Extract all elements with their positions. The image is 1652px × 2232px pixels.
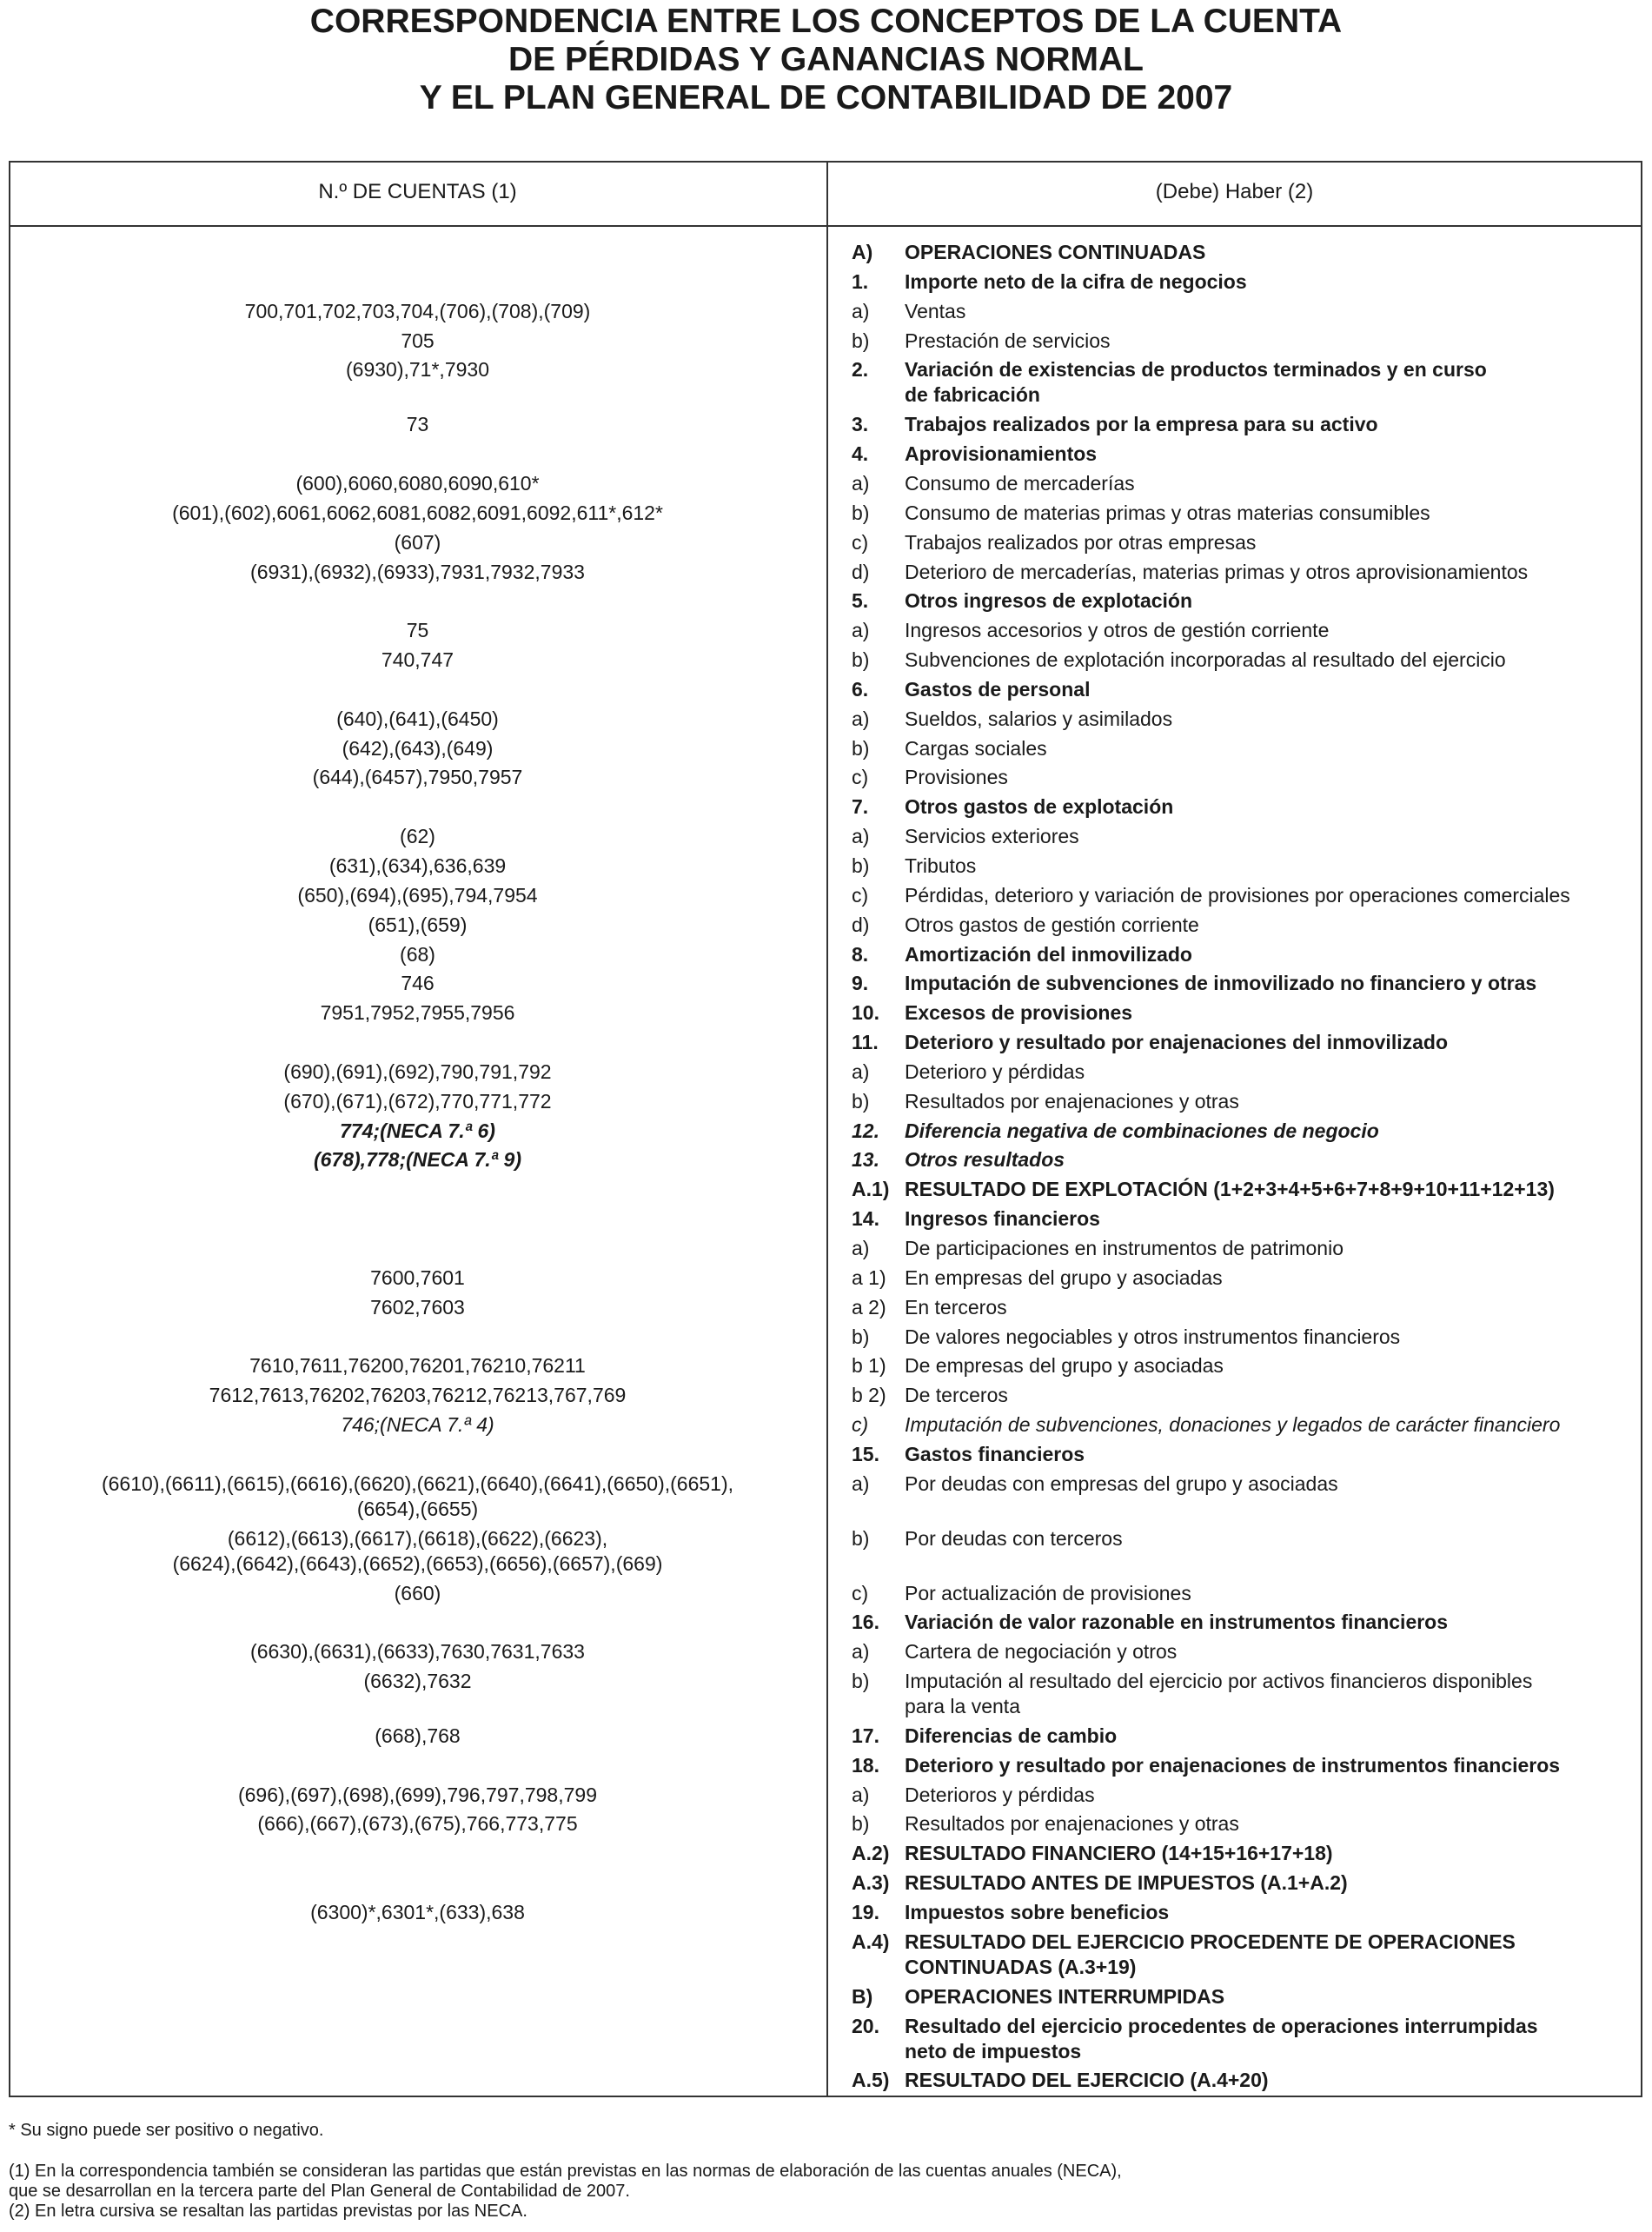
- concept-number: b): [852, 1325, 870, 1348]
- concept-label-line: Deterioro y pérdidas: [905, 1060, 1085, 1083]
- concept-label-line: Cargas sociales: [905, 737, 1047, 760]
- account-numbers: [9, 765, 826, 790]
- concept-label-line: Importe neto de la cifra de negocios: [905, 270, 1247, 293]
- concept-number: b): [852, 648, 870, 671]
- account-numbers: [9, 971, 826, 996]
- concept-number: A.4): [852, 1930, 890, 1953]
- concept-number: a): [852, 619, 870, 641]
- account-numbers-line: 75: [406, 619, 429, 641]
- concept-label: [905, 1753, 1626, 1778]
- concept-number: 13.: [852, 1148, 879, 1171]
- concept-label: [905, 1870, 1626, 1896]
- concept-label: [905, 1783, 1626, 1808]
- concept-label-line: Subvenciones de explotación incorporadas al resultado del ejercicio: [905, 648, 1506, 671]
- account-numbers-line: 7610,7611,76200,76201,76210,76211: [249, 1354, 586, 1377]
- title-line-2: DE PÉRDIDAS Y GANANCIAS NORMAL: [508, 41, 1144, 78]
- concept-label-line: En terceros: [905, 1296, 1007, 1319]
- concept-label: [905, 1206, 1626, 1232]
- concept-label: [905, 824, 1626, 849]
- concept-label: [905, 1177, 1626, 1202]
- concept-number: c): [852, 1413, 869, 1436]
- account-numbers: [9, 501, 826, 526]
- concept-label-line: Resultados por enajenaciones y otras: [905, 1090, 1239, 1113]
- concept-label-line: Tributos: [905, 854, 977, 877]
- concept-label: [905, 1325, 1626, 1350]
- concept-label: [905, 794, 1626, 820]
- concept-number: A): [852, 241, 873, 263]
- concept-label-line: Provisiones: [905, 766, 1008, 788]
- concept-label: [905, 1000, 1626, 1026]
- concept-number: b): [852, 1090, 870, 1113]
- account-numbers: [9, 1000, 826, 1026]
- concept-label: [905, 854, 1626, 879]
- account-numbers-line: (668),768: [375, 1724, 461, 1747]
- concept-label: [905, 1089, 1626, 1114]
- concept-number: d): [852, 913, 870, 936]
- concept-label: [905, 1147, 1626, 1172]
- account-numbers: [9, 1060, 826, 1085]
- concept-number: b): [852, 737, 870, 760]
- account-numbers: [9, 329, 826, 354]
- concept-number: 14.: [852, 1207, 879, 1230]
- concept-label: [905, 765, 1626, 790]
- concept-label-line: Otros gastos de explotación: [905, 795, 1174, 818]
- concept-label-line: Resultado del ejercicio procedentes de operaciones interrumpidas: [905, 2015, 1538, 2037]
- concept-label: [905, 677, 1626, 702]
- concept-label-line: Trabajos realizados por otras empresas: [905, 531, 1257, 554]
- concept-number: a): [852, 1472, 870, 1495]
- concept-label: [905, 1030, 1626, 1055]
- account-numbers-line: (642),(643),(649): [342, 737, 494, 760]
- concept-label: [905, 1236, 1626, 1261]
- concept-number: a): [852, 300, 870, 322]
- account-numbers: [9, 736, 826, 761]
- account-numbers-line: (6610),(6611),(6615),(6616),(6620),(6621),(6640),(6641),(6650),(6651),: [101, 1472, 734, 1495]
- account-numbers: [9, 1639, 826, 1664]
- concept-label-line: Deterioro y resultado por enajenaciones de instrumentos financieros: [905, 1754, 1561, 1777]
- concept-label: [905, 1724, 1626, 1749]
- account-numbers: [9, 1724, 826, 1749]
- concept-number: 17.: [852, 1724, 879, 1747]
- concept-number: b): [852, 854, 870, 877]
- concept-number: b 1): [852, 1354, 886, 1377]
- concept-label: [905, 1526, 1626, 1551]
- concept-label-line: Deterioros y pérdidas: [905, 1784, 1095, 1806]
- account-numbers-line: (600),6060,6080,6090,610*: [295, 472, 540, 495]
- concept-label-line: Por deudas con terceros: [905, 1527, 1123, 1550]
- footnote-1-line-2: que se desarrollan en la tercera parte del Plan General de Contabilidad de 2007.: [9, 2182, 630, 2201]
- concept-label: [905, 942, 1626, 967]
- concept-number: a): [852, 825, 870, 847]
- concept-label: [905, 971, 1626, 996]
- account-numbers: [9, 883, 826, 908]
- concept-label: [905, 442, 1626, 467]
- concept-label-line: De participaciones en instrumentos de patrimonio: [905, 1237, 1343, 1259]
- concept-number: b): [852, 329, 870, 352]
- account-numbers-line: (6632),7632: [363, 1670, 472, 1692]
- concept-number: 2.: [852, 358, 869, 381]
- concept-label-line: Impuestos sobre beneficios: [905, 1901, 1170, 1923]
- account-numbers: [9, 942, 826, 967]
- footnote-sign: * Su signo puede ser positivo o negativo.: [9, 2121, 324, 2140]
- concept-label-line: Variación de existencias de productos terminados y en curso: [905, 358, 1487, 381]
- concept-label: [905, 412, 1626, 437]
- account-numbers-line: (631),(634),636,639: [328, 854, 507, 877]
- concept-label-line: Prestación de servicios: [905, 329, 1111, 352]
- account-numbers-line: (678),778;(NECA 7.ª 9): [313, 1148, 522, 1171]
- concept-label-line: de fabricación: [905, 383, 1040, 406]
- concept-label-line: Excesos de provisiones: [905, 1001, 1133, 1024]
- concept-label: [905, 707, 1626, 732]
- account-numbers: [9, 913, 826, 938]
- concept-number: A.3): [852, 1871, 890, 1894]
- concept-label-line: Variación de valor razonable en instrumentos financieros: [905, 1611, 1449, 1633]
- concept-label-line: Imputación al resultado del ejercicio por activos financieros disponibles: [905, 1670, 1533, 1692]
- account-numbers-line: (651),(659): [368, 913, 468, 936]
- concept-label: [905, 618, 1626, 643]
- account-numbers-line: (68): [400, 943, 435, 966]
- concept-label: [905, 530, 1626, 555]
- concept-label-line: RESULTADO DEL EJERCICIO (A.4+20): [905, 2069, 1269, 2091]
- account-numbers-line: 7600,7601: [370, 1266, 465, 1289]
- account-numbers: [9, 412, 826, 437]
- account-numbers-line: (601),(602),6061,6062,6081,6082,6091,6092,611*,612*: [172, 502, 663, 524]
- concept-label-line: neto de impuestos: [905, 2040, 1082, 2063]
- concept-label-line: RESULTADO DE EXPLOTACIÓN (1+2+3+4+5+6+7+8+9+10+11+12+13): [905, 1178, 1555, 1200]
- concept-label: [905, 1353, 1626, 1378]
- concept-label: [905, 1383, 1626, 1408]
- concept-label-line: Gastos financieros: [905, 1443, 1085, 1465]
- concept-label: [905, 588, 1626, 614]
- concept-label-line: Servicios exteriores: [905, 825, 1079, 847]
- concept-number: a 2): [852, 1296, 886, 1319]
- concept-label: [905, 560, 1626, 585]
- account-numbers-line: (666),(667),(673),(675),766,773,775: [257, 1812, 578, 1835]
- concept-label-line: De valores negociables y otros instrumentos financieros: [905, 1325, 1401, 1348]
- account-numbers: [9, 471, 826, 496]
- concept-label: [905, 2014, 1626, 2064]
- account-numbers: [9, 1471, 826, 1522]
- account-numbers-line: (607): [394, 531, 441, 554]
- account-numbers-line: 746;(NECA 7.ª 4): [341, 1413, 494, 1436]
- concept-label: [905, 1412, 1626, 1438]
- concept-label: [905, 1060, 1626, 1085]
- concept-label: [905, 1442, 1626, 1467]
- concept-label: [905, 883, 1626, 908]
- column-divider: [826, 161, 828, 2097]
- concept-label: [905, 736, 1626, 761]
- concept-label-line: De empresas del grupo y asociadas: [905, 1354, 1224, 1377]
- account-numbers: [9, 707, 826, 732]
- concept-label: [905, 471, 1626, 496]
- account-numbers-line: (6630),(6631),(6633),7630,7631,7633: [250, 1640, 585, 1663]
- account-numbers-line: 7951,7952,7955,7956: [320, 1001, 515, 1024]
- concept-number: b 2): [852, 1384, 886, 1406]
- account-numbers-line: 7602,7603: [370, 1296, 465, 1319]
- account-numbers: [9, 357, 826, 382]
- concept-label: [905, 1581, 1626, 1606]
- concept-label-line: Resultados por enajenaciones y otras: [905, 1812, 1239, 1835]
- concept-label-line: Aprovisionamientos: [905, 442, 1098, 465]
- title-line-3: Y EL PLAN GENERAL DE CONTABILIDAD DE 2007: [419, 79, 1233, 116]
- concept-number: 6.: [852, 678, 869, 701]
- concept-number: c): [852, 1582, 869, 1604]
- concept-label-line: para la venta: [905, 1695, 1020, 1717]
- concept-label-line: Diferencia negativa de combinaciones de negocio: [905, 1119, 1379, 1142]
- account-numbers-line: (6931),(6932),(6933),7931,7932,7933: [250, 561, 585, 583]
- concept-number: 15.: [852, 1443, 879, 1465]
- account-numbers: [9, 1783, 826, 1808]
- account-numbers-line: (6654),(6655): [356, 1498, 479, 1520]
- account-numbers: [9, 1089, 826, 1114]
- concept-label-line: RESULTADO FINANCIERO (14+15+16+17+18): [905, 1842, 1333, 1864]
- concept-label: [905, 1610, 1626, 1635]
- concept-label-line: Otros gastos de gestión corriente: [905, 913, 1199, 936]
- concept-label-line: Otros ingresos de explotación: [905, 589, 1193, 612]
- concept-number: 12.: [852, 1119, 879, 1142]
- concept-number: 11.: [852, 1031, 879, 1053]
- concept-label: [905, 1900, 1626, 1925]
- concept-label-line: Por actualización de provisiones: [905, 1582, 1191, 1604]
- concept-label: [905, 1639, 1626, 1664]
- concept-label-line: Imputación de subvenciones, donaciones y legados de carácter financiero: [905, 1413, 1561, 1436]
- concept-label: [905, 501, 1626, 526]
- account-numbers-line: (640),(641),(6450): [336, 707, 499, 730]
- concept-label: [905, 1811, 1626, 1837]
- account-numbers-line: (6930),71*,7930: [346, 358, 489, 381]
- concept-label-line: Consumo de materias primas y otras materias consumibles: [905, 502, 1430, 524]
- concept-label-line: Sueldos, salarios y asimilados: [905, 707, 1173, 730]
- account-numbers-line: (6300)*,6301*,(633),638: [310, 1901, 525, 1923]
- account-numbers: [9, 1669, 826, 1694]
- concept-label: [905, 269, 1626, 295]
- concept-label-line: Gastos de personal: [905, 678, 1091, 701]
- concept-label: [905, 1295, 1626, 1320]
- account-numbers: [9, 1353, 826, 1378]
- concept-number: a): [852, 707, 870, 730]
- concept-number: c): [852, 766, 869, 788]
- concept-number: a): [852, 1237, 870, 1259]
- concept-label-line: Ingresos financieros: [905, 1207, 1100, 1230]
- account-numbers: [9, 1900, 826, 1925]
- concept-label-line: CONTINUADAS (A.3+19): [905, 1956, 1137, 1978]
- concept-number: A.1): [852, 1178, 890, 1200]
- footnote-2: (2) En letra cursiva se resaltan las partidas previstas por las NECA.: [9, 2202, 527, 2221]
- concept-number: 7.: [852, 795, 869, 818]
- account-numbers-line: 774;(NECA 7.ª 6): [340, 1119, 495, 1142]
- concept-label-line: Consumo de mercaderías: [905, 472, 1135, 495]
- concept-label-line: Otros resultados: [905, 1148, 1065, 1171]
- concepts-column-header: (Debe) Haber (2): [1155, 180, 1314, 203]
- concept-number: a 1): [852, 1266, 886, 1289]
- concept-number: d): [852, 561, 870, 583]
- account-numbers-line: (62): [400, 825, 435, 847]
- concept-label: [905, 1471, 1626, 1497]
- accounts-column-header: N.º DE CUENTAS (1): [318, 180, 517, 203]
- concept-label: [905, 2068, 1626, 2093]
- account-numbers: [9, 299, 826, 324]
- account-numbers-line: (670),(671),(672),770,771,772: [283, 1090, 552, 1113]
- title-line-1: CORRESPONDENCIA ENTRE LOS CONCEPTOS DE LA CUENTA: [309, 3, 1343, 40]
- concept-number: 19.: [852, 1901, 879, 1923]
- account-numbers-line: 73: [406, 413, 429, 435]
- concept-label: [905, 1930, 1626, 1980]
- account-numbers-line: 700,701,702,703,704,(706),(708),(709): [244, 300, 591, 322]
- concept-number: 5.: [852, 589, 869, 612]
- concept-label-line: OPERACIONES INTERRUMPIDAS: [905, 1985, 1225, 2008]
- concept-label-line: Cartera de negociación y otros: [905, 1640, 1178, 1663]
- concept-label-line: Ventas: [905, 300, 966, 322]
- concept-label: [905, 357, 1626, 408]
- account-numbers: [9, 824, 826, 849]
- concept-label: [905, 1984, 1626, 2009]
- concept-number: A.5): [852, 2069, 890, 2091]
- account-numbers-line: (696),(697),(698),(699),796,797,798,799: [237, 1784, 597, 1806]
- concept-label-line: De terceros: [905, 1384, 1008, 1406]
- concept-label-line: Trabajos realizados por la empresa para su activo: [905, 413, 1378, 435]
- account-numbers-line: 746: [401, 972, 435, 994]
- concept-label-line: Ingresos accesorios y otros de gestión corriente: [905, 619, 1330, 641]
- account-numbers: [9, 1147, 826, 1172]
- concept-label-line: Pérdidas, deterioro y variación de provisiones por operaciones comerciales: [905, 884, 1570, 907]
- account-numbers: [9, 530, 826, 555]
- concept-label-line: En empresas del grupo y asociadas: [905, 1266, 1223, 1289]
- concept-label-line: Por deudas con empresas del grupo y asociadas: [905, 1472, 1338, 1495]
- account-numbers-line: (660): [394, 1582, 441, 1604]
- footnote-1-line-1: (1) En la correspondencia también se consideran las partidas que están previstas en las normas de elaboración de las cuentas anuales (NECA),: [9, 2162, 1122, 2181]
- concept-label: [905, 299, 1626, 324]
- account-numbers-line: 705: [401, 329, 435, 352]
- concept-number: 4.: [852, 442, 869, 465]
- account-numbers-line: (650),(694),(695),794,7954: [297, 884, 538, 907]
- concept-label: [905, 1119, 1626, 1144]
- account-numbers-line: (6624),(6642),(6643),(6652),(6653),(6656),(6657),(669): [172, 1552, 663, 1575]
- concept-number: a): [852, 1640, 870, 1663]
- concept-number: 20.: [852, 2015, 879, 2037]
- concept-number: 8.: [852, 943, 869, 966]
- concept-number: 18.: [852, 1754, 879, 1777]
- concept-number: a): [852, 1784, 870, 1806]
- account-numbers: [9, 618, 826, 643]
- concept-label: [905, 648, 1626, 673]
- header-divider: [9, 225, 1642, 227]
- account-numbers-line: (690),(691),(692),790,791,792: [283, 1060, 552, 1083]
- concept-label: [905, 913, 1626, 938]
- account-numbers: [9, 1581, 826, 1606]
- concept-number: b): [852, 1527, 870, 1550]
- account-numbers: [9, 1811, 826, 1837]
- concept-label-line: OPERACIONES CONTINUADAS: [905, 241, 1206, 263]
- concept-label-line: Diferencias de cambio: [905, 1724, 1118, 1747]
- account-numbers: [9, 560, 826, 585]
- account-numbers: [9, 854, 826, 879]
- account-numbers: [9, 1383, 826, 1408]
- concept-label-line: Deterioro de mercaderías, materias primas y otros aprovisionamientos: [905, 561, 1529, 583]
- concept-number: 1.: [852, 270, 869, 293]
- account-numbers-line: (6612),(6613),(6617),(6618),(6622),(6623),: [227, 1527, 608, 1550]
- document-title: [0, 0, 1652, 120]
- account-numbers: [9, 1119, 826, 1144]
- account-numbers: [9, 1295, 826, 1320]
- concept-number: a): [852, 1060, 870, 1083]
- concept-label: [905, 1841, 1626, 1866]
- concept-number: c): [852, 884, 869, 907]
- account-numbers: [9, 1412, 826, 1438]
- account-numbers-line: (644),(6457),7950,7957: [312, 766, 523, 788]
- concept-number: b): [852, 1670, 870, 1692]
- account-numbers: [9, 1526, 826, 1577]
- account-numbers: [9, 1265, 826, 1291]
- concept-number: a): [852, 472, 870, 495]
- account-numbers-line: 7612,7613,76202,76203,76212,76213,767,769: [209, 1384, 627, 1406]
- concept-number: 3.: [852, 413, 869, 435]
- concept-number: A.2): [852, 1842, 890, 1864]
- concept-label-line: Amortización del inmovilizado: [905, 943, 1192, 966]
- concept-number: b): [852, 1812, 870, 1835]
- concept-label-line: Imputación de subvenciones de inmovilizado no financiero y otras: [905, 972, 1537, 994]
- concept-label: [905, 240, 1626, 265]
- concept-label: [905, 1669, 1626, 1719]
- concept-label: [905, 1265, 1626, 1291]
- concept-number: 10.: [852, 1001, 879, 1024]
- concept-number: c): [852, 531, 869, 554]
- concept-number: B): [852, 1985, 873, 2008]
- concept-label-line: RESULTADO DEL EJERCICIO PROCEDENTE DE OPERACIONES: [905, 1930, 1516, 1953]
- concept-number: 9.: [852, 972, 869, 994]
- concept-label: [905, 329, 1626, 354]
- account-numbers: [9, 648, 826, 673]
- concept-label-line: RESULTADO ANTES DE IMPUESTOS (A.1+A.2): [905, 1871, 1348, 1894]
- concept-number: b): [852, 502, 870, 524]
- concept-label-line: Deterioro y resultado por enajenaciones del inmovilizado: [905, 1031, 1448, 1053]
- account-numbers-line: 740,747: [381, 648, 454, 671]
- concept-number: 16.: [852, 1611, 879, 1633]
